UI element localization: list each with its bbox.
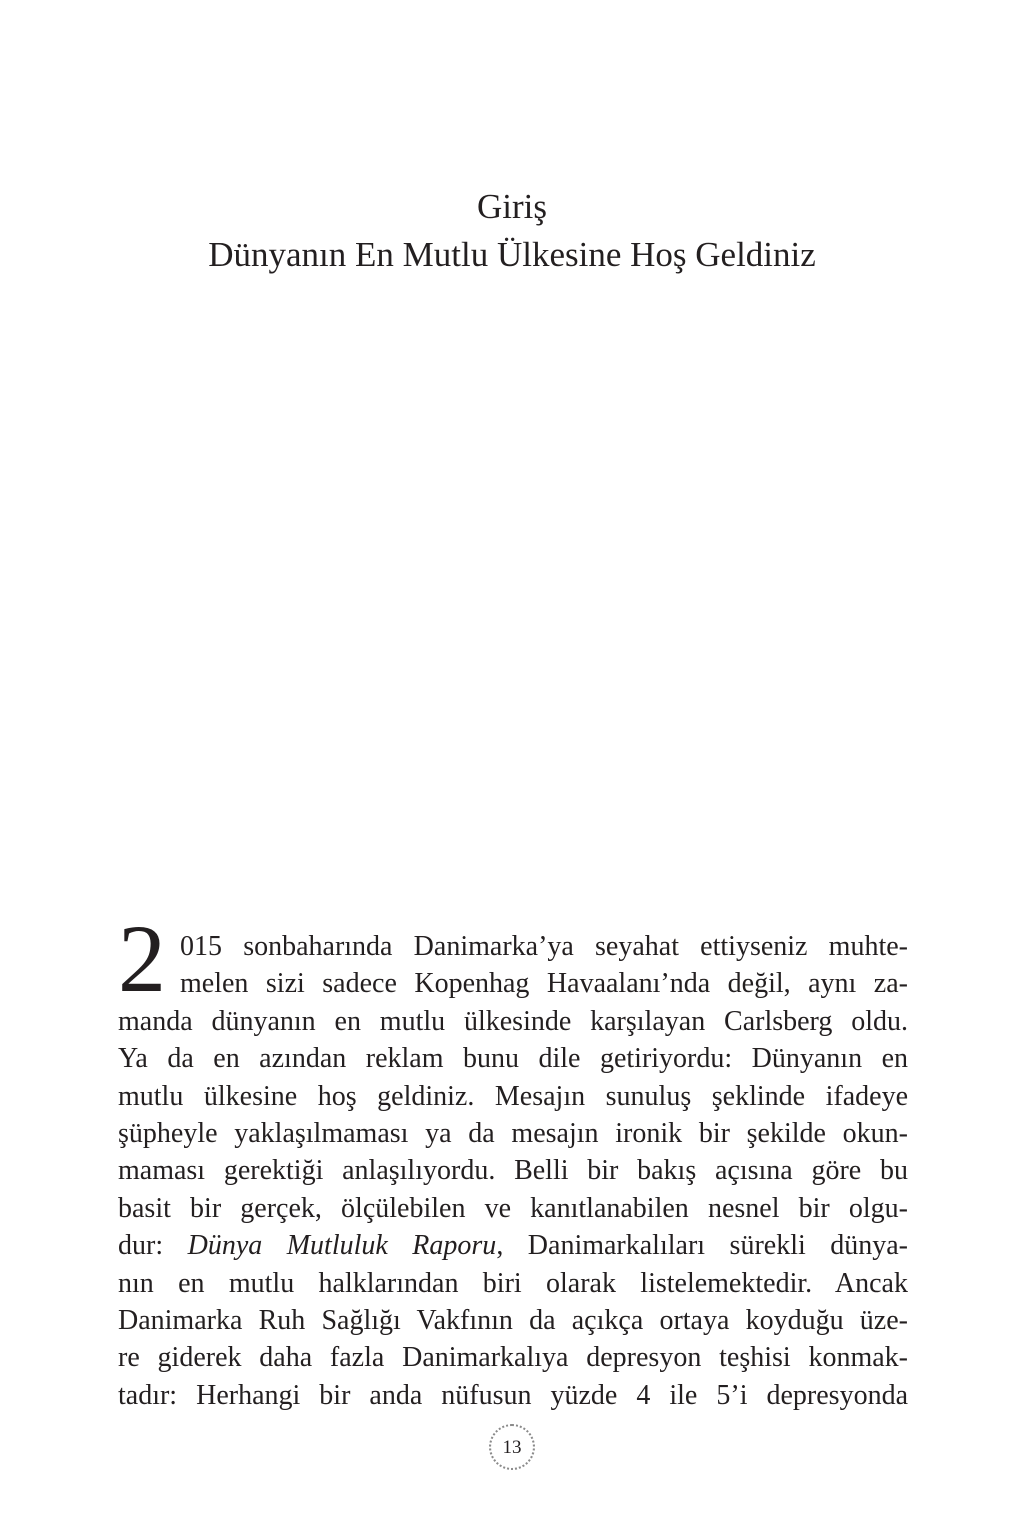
chapter-title: Dünyanın En Mutlu Ülkesine Hoş Geldiniz xyxy=(208,235,816,274)
text-line: tadır: Herhangi bir anda nüfusun yüzde 4 ile 5’i depresyonda xyxy=(118,1379,908,1411)
text-line: manda dünyanın en mutlu ülkesinde karşılayan Carlsberg oldu. xyxy=(118,1005,908,1037)
text-line: basit bir gerçek, ölçülebilen ve kanıtlanabilen nesnel bir olgu- xyxy=(118,1192,908,1224)
text-line: nın en mutlu halklarından biri olarak listelemektedir. Ancak xyxy=(118,1267,908,1299)
text-line: mutlu ülkesine hoş geldiniz. Mesajın sunuluş şeklinde ifadeye xyxy=(118,1080,908,1112)
page-number-badge xyxy=(489,1424,535,1470)
text-line xyxy=(118,1227,908,1264)
text-line: re giderek daha fazla Danimarkalıya depresyon teşhisi konmak- xyxy=(118,1342,908,1374)
text-line: maması gerektiği anlaşılıyordu. Belli bir bakış açısına göre bu xyxy=(118,1155,908,1187)
text-line: 015 sonbaharında Danimarka’ya seyahat ettiyseniz muhte- xyxy=(180,931,908,962)
chapter-label: Giriş xyxy=(477,187,547,226)
chapter-heading xyxy=(0,183,1024,279)
text-line: Ya da en azından reklam bunu dile getiriyordu: Dünyanın en xyxy=(118,1043,908,1075)
text-line: şüpheyle yaklaşılmaması ya da mesajın ironik bir şekilde okun- xyxy=(118,1118,908,1150)
page-number: 13 xyxy=(502,1436,522,1458)
text-line: melen sizi sadece Kopenhag Havaalanı’nda değil, aynı za- xyxy=(180,968,908,1000)
body-paragraph xyxy=(118,928,908,1414)
text-line-prefix: dur: xyxy=(118,1230,188,1262)
drop-cap: 2 xyxy=(118,905,166,1012)
text-line-suffix: , Danimarkalıları sürekli dünya- xyxy=(496,1230,908,1262)
report-title: Dünya Mutluluk Raporu xyxy=(187,1230,497,1262)
text-line: Danimarka Ruh Sağlığı Vakfının da açıkça ortaya koyduğu üze- xyxy=(118,1305,908,1337)
